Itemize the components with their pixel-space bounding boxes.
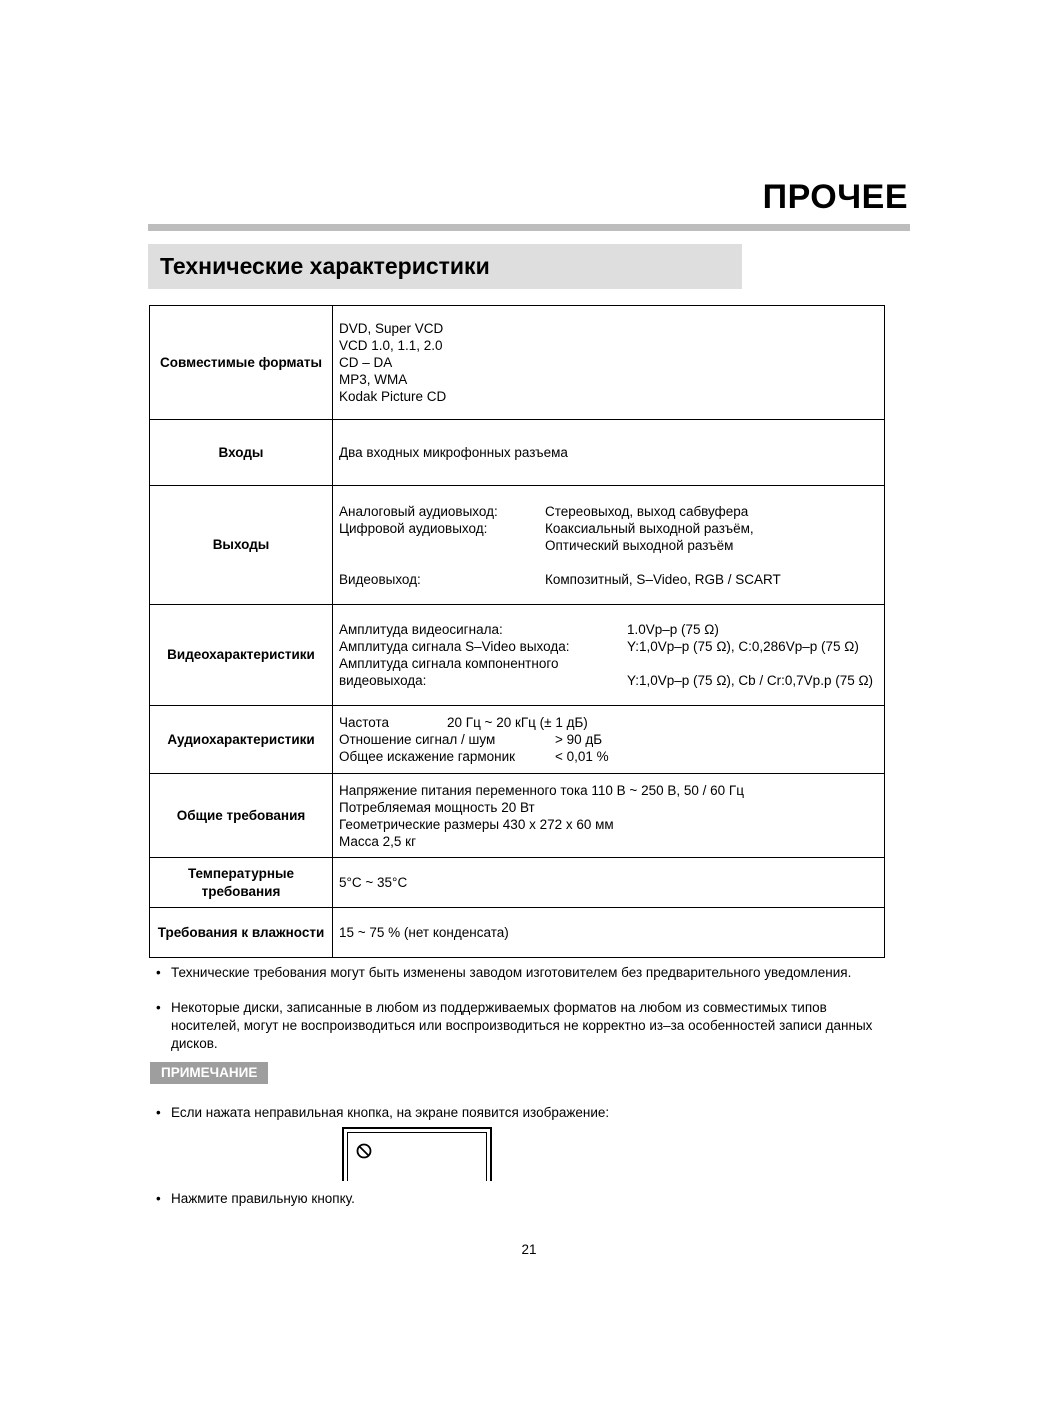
output-key: Аналоговый аудиовыход:	[339, 503, 498, 519]
spec-label-inputs: Входы	[150, 420, 333, 486]
spec-row-formats	[150, 306, 885, 420]
general-line: Геометрические размеры 430 x 272 x 60 мм	[339, 816, 614, 832]
format-line: CD – DA	[339, 355, 393, 370]
video-key: Амплитуда видеосигнала:	[339, 622, 503, 637]
output-key: Видеовыход:	[339, 571, 421, 587]
general-line: Напряжение питания переменного тока 110 В ~ 250 В, 50 / 60 Гц	[339, 782, 744, 798]
audio-value: > 90 дБ	[555, 732, 603, 747]
spec-row-humidity	[150, 908, 885, 958]
note-badge: ПРИМЕЧАНИЕ	[150, 1062, 268, 1084]
format-line: DVD, Super VCD	[339, 321, 444, 336]
audio-value: < 0,01 %	[555, 749, 609, 764]
video-value: 1.0Vp–p (75 Ω)	[627, 622, 719, 637]
output-value: Стереовыход, выход сабвуфера	[545, 503, 749, 519]
spec-value-inputs: Два входных микрофонных разъема	[333, 420, 885, 486]
note-bullet-disc-compat	[156, 999, 896, 1053]
note-bullet-spec-change	[156, 964, 896, 982]
spec-value-formats	[333, 306, 885, 420]
spec-row-general	[150, 774, 885, 858]
bullet-text: Нажмите правильную кнопку.	[171, 1191, 355, 1206]
spec-value-temperature: 5°C ~ 35°C	[333, 858, 885, 908]
output-key: Цифровой аудиовыход:	[339, 520, 488, 536]
bullet-text: Некоторые диски, записанные в любом из поддерживаемых форматов на любом из совместимых типов носителей, могут не воспроизводиться или воспроизводиться не корректно из–за особенностей записи данных дисков.	[171, 1000, 873, 1051]
section-title: Технические характеристики	[160, 253, 490, 279]
spec-label-outputs: Выходы	[150, 486, 333, 605]
spec-label-temperature: Температурные требования	[150, 858, 333, 908]
section-header	[148, 244, 742, 289]
general-line: Масса 2,5 кг	[339, 833, 417, 849]
video-key: Амплитуда сигнала S–Video выхода:	[339, 639, 570, 654]
format-line: VCD 1.0, 1.1, 2.0	[339, 338, 443, 353]
spec-label-video: Видеохарактеристики	[150, 605, 333, 706]
spec-label-humidity: Требования к влажности	[150, 908, 333, 958]
video-value: Y:1,0Vp–p (75 Ω), C:0,286Vp–p (75 Ω)	[627, 639, 859, 654]
output-value: Оптический выходной разъём	[545, 537, 734, 553]
spec-row-audio	[150, 706, 885, 774]
general-line: Потребляемая мощность 20 Вт	[339, 799, 535, 815]
note-bullet-correct-button	[156, 1190, 896, 1208]
video-key: Амплитуда сигнала компонентного	[339, 656, 559, 671]
video-value: Y:1,0Vp–p (75 Ω), Cb / Cr:0,7Vp.p (75 Ω)	[627, 673, 874, 688]
format-line: MP3, WMA	[339, 372, 408, 387]
audio-key: Частота	[339, 715, 390, 730]
format-line: Kodak Picture CD	[339, 389, 447, 404]
audio-key: Общее искажение гармоник	[339, 749, 516, 764]
note-bullet-wrong-button	[156, 1104, 896, 1122]
spec-label-general: Общие требования	[150, 774, 333, 858]
spec-value-humidity: 15 ~ 75 % (нет конденсата)	[333, 908, 885, 958]
spec-label-formats: Совместимые форматы	[150, 306, 333, 420]
bullet-dot: •	[156, 1191, 161, 1206]
spec-value-audio	[333, 706, 885, 774]
spec-row-video	[150, 605, 885, 706]
spec-row-temperature	[150, 858, 885, 908]
video-key: видеовыхода:	[339, 673, 427, 688]
audio-key: Отношение сигнал / шум	[339, 732, 496, 747]
chapter-title: ПРОЧЕЕ	[762, 178, 908, 216]
title-divider	[148, 224, 910, 231]
spec-value-video	[333, 605, 885, 706]
prohibited-icon	[356, 1143, 372, 1159]
audio-value: 20 Гц ~ 20 кГц (± 1 дБ)	[447, 715, 588, 730]
spec-row-outputs	[150, 486, 885, 605]
bullet-dot: •	[156, 965, 161, 980]
output-value: Коаксиальный выходной разъём,	[545, 520, 754, 536]
bullet-dot: •	[156, 1105, 161, 1120]
bullet-dot: •	[156, 1000, 161, 1015]
spec-value-outputs	[333, 486, 885, 605]
page-number: 21	[521, 1242, 537, 1257]
spec-value-general	[333, 774, 885, 858]
bullet-text: Если нажата неправильная кнопка, на экране появится изображение:	[171, 1105, 610, 1120]
bullet-text: Технические требования могут быть изменены заводом изготовителем без предварительного уведомления.	[171, 965, 852, 980]
spec-row-inputs	[150, 420, 885, 486]
screen-sample-image	[342, 1127, 492, 1181]
output-value: Композитный, S–Video, RGB / SCART	[545, 571, 781, 587]
specifications-table	[149, 305, 885, 958]
spec-label-audio: Аудиохарактеристики	[150, 706, 333, 774]
